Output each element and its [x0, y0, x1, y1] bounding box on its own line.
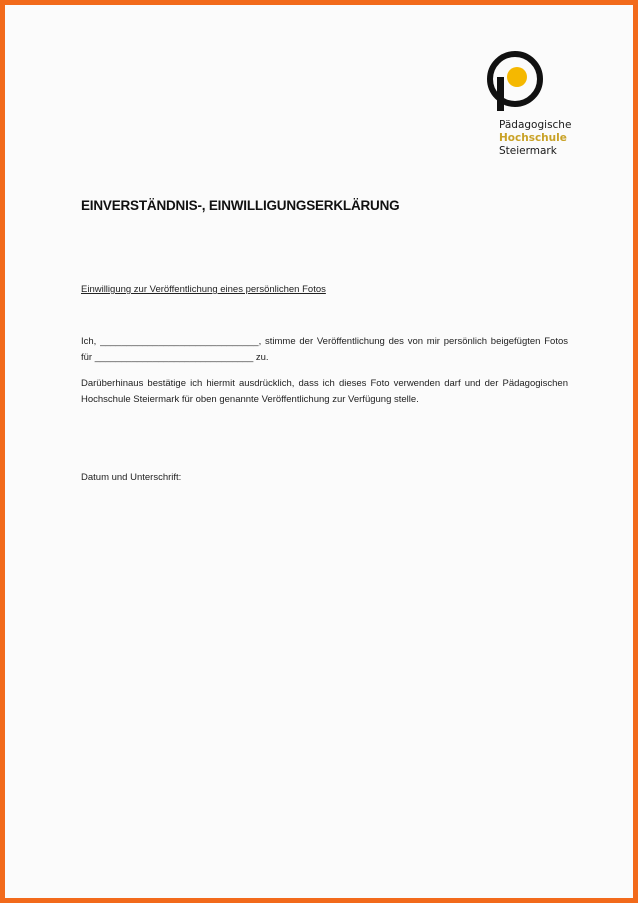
institution-logo: [483, 49, 613, 169]
logo-line-2: Hochschule: [499, 132, 567, 144]
confirmation-paragraph: Darüberhinaus bestätige ich hiermit ausdrücklich, dass ich dieses Foto verwenden darf und der Pädagogischen Hochschule Steiermark für oben genannte Veröffentlichung zur Verfügung stelle.: [81, 378, 568, 405]
signature-label: Datum und Unterschrift:: [81, 472, 182, 483]
document-title: EINVERSTÄNDNIS-, EINWILLIGUNGSERKLÄRUNG: [81, 198, 400, 213]
logo-wordmark: [499, 119, 571, 158]
consent-paragraph: Ich, ______________________________, stimme der Veröffentlichung des von mir persönlich beigefügten Fotos für ______________________________ zu.: [81, 336, 568, 363]
document-subtitle: Einwilligung zur Veröffentlichung eines persönlichen Fotos: [81, 284, 326, 295]
logo-line-1: Pädagogische: [499, 119, 572, 131]
logo-line-3: Steiermark: [499, 145, 557, 157]
ph-logo-icon: [483, 49, 547, 113]
